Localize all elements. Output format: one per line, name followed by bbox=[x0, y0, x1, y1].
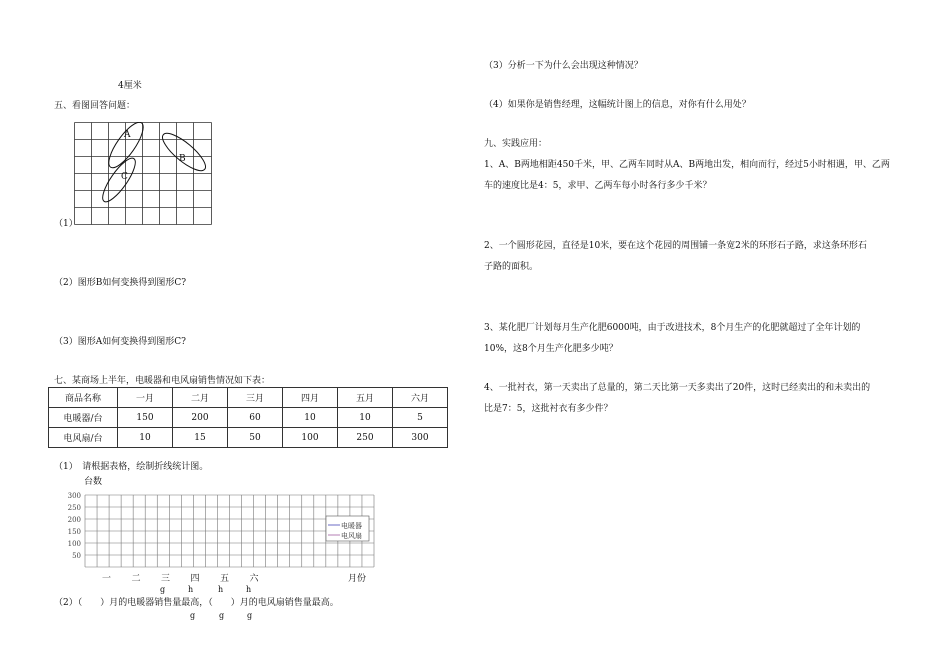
table-cell: 电暖器/台 bbox=[49, 408, 118, 428]
table-header-cell: 商品名称 bbox=[49, 388, 118, 408]
problem4-line1: 4、一批衬衣，第一天卖出了总量的，第二天比第一天多卖出了20件，这时已经卖出的和未卖出的 bbox=[484, 383, 871, 393]
table-cell: 10 bbox=[118, 428, 173, 448]
transformation-grid bbox=[74, 122, 212, 226]
stray-mark: h bbox=[246, 585, 252, 594]
problem3-line2: 10%，这8个月生产化肥多少吨？ bbox=[484, 344, 618, 354]
section7-title: 七、某商场上半年，电暖器和电风扇销售情况如下表： bbox=[54, 376, 271, 386]
sales-table bbox=[48, 387, 448, 448]
y-tick-label: 50 bbox=[72, 552, 81, 560]
y-tick-label: 200 bbox=[67, 516, 81, 524]
shape-c bbox=[98, 154, 141, 206]
table-header-row bbox=[49, 388, 448, 408]
shape-label-a: A bbox=[124, 130, 131, 140]
x-tick-label: 一 bbox=[102, 574, 112, 584]
table-header-cell: 四月 bbox=[283, 388, 338, 408]
y-tick-label: 300 bbox=[67, 492, 81, 500]
section5-q2: （2）图形B如何变换得到图形C? bbox=[54, 278, 187, 288]
shape-label-b: B bbox=[179, 154, 186, 164]
table-cell: 200 bbox=[173, 408, 228, 428]
stray-mark: g bbox=[190, 611, 196, 620]
problem3-line1: 3、某化肥厂计划每月生产化肥6000吨，由于改进技术，8个月生产的化肥就超过了全年计划的 bbox=[484, 323, 861, 333]
section9-title: 九、实践应用： bbox=[484, 139, 548, 149]
section7-q2: （2）（ ）月的电暖器销售量最高，（ ）月的电风扇销售量最高。 bbox=[54, 598, 339, 608]
shape-b bbox=[158, 128, 211, 176]
table-header-cell: 一月 bbox=[118, 388, 173, 408]
table-row bbox=[49, 428, 448, 448]
problem2-line2: 子路的面积。 bbox=[484, 262, 539, 272]
section5-title: 五、看图回答问题： bbox=[54, 101, 136, 111]
stray-mark: h bbox=[188, 585, 194, 594]
y-axis-label: 台数 bbox=[84, 477, 103, 487]
shape-label-c: C bbox=[121, 172, 128, 182]
x-tick-label: 三 bbox=[161, 574, 171, 584]
table-cell: 300 bbox=[393, 428, 448, 448]
table-cell: 10 bbox=[338, 408, 393, 428]
problem2-line1: 2、一个圆形花园，直径是10米，要在这个花园的周围铺一条宽2米的环形石子路，求这条环形石 bbox=[484, 241, 867, 251]
table-header-cell: 五月 bbox=[338, 388, 393, 408]
section8-q4: （4）如果你是销售经理，这幅统计图上的信息，对你有什么用处？ bbox=[484, 100, 751, 110]
problem1-line1: 1、A、B两地相距450千米，甲、乙两车同时从A、B两地出发，相向而行，经过5小时相遇，甲、乙两 bbox=[484, 160, 890, 170]
table-cell: 100 bbox=[283, 428, 338, 448]
stray-mark: g bbox=[247, 611, 253, 620]
legend-label: 电风扇 bbox=[341, 532, 362, 540]
section7-q1: （1） 请根据表格，绘制折线统计图。 bbox=[54, 462, 209, 472]
table-row bbox=[49, 408, 448, 428]
x-axis-label: 月份 bbox=[348, 574, 367, 584]
y-tick-label: 150 bbox=[67, 528, 81, 536]
table-cell: 250 bbox=[338, 428, 393, 448]
table-cell: 150 bbox=[118, 408, 173, 428]
section8-q3: （3）分析一下为什么会出现这种情况？ bbox=[484, 61, 643, 71]
table-cell: 60 bbox=[228, 408, 283, 428]
table-header-cell: 六月 bbox=[393, 388, 448, 408]
table-cell: 10 bbox=[283, 408, 338, 428]
section5-q1: （1） bbox=[54, 219, 78, 229]
problem1-line2: 车的速度比是4：5，求甲、乙两车每小时各行多少千米？ bbox=[484, 181, 712, 191]
table-cell: 15 bbox=[173, 428, 228, 448]
table-header-cell: 三月 bbox=[228, 388, 283, 408]
unit-label: 4厘米 bbox=[118, 81, 142, 91]
table-cell: 电风扇/台 bbox=[49, 428, 118, 448]
problem4-line2: 比是7：5，这批衬衣有多少件？ bbox=[484, 404, 613, 414]
x-tick-label: 四 bbox=[190, 574, 200, 584]
line-chart bbox=[40, 472, 385, 597]
y-tick-label: 250 bbox=[67, 504, 81, 512]
table-cell: 50 bbox=[228, 428, 283, 448]
x-tick-label: 五 bbox=[220, 574, 230, 584]
x-tick-label: 六 bbox=[249, 574, 259, 584]
stray-mark: h bbox=[218, 585, 224, 594]
stray-mark: g bbox=[219, 611, 225, 620]
section5-q3: （3）图形A如何变换得到图形C? bbox=[54, 337, 186, 347]
stray-mark: g bbox=[160, 585, 166, 594]
x-tick-label: 二 bbox=[131, 574, 141, 584]
y-tick-label: 100 bbox=[67, 540, 81, 548]
table-cell: 5 bbox=[393, 408, 448, 428]
legend-label: 电暖器 bbox=[341, 522, 362, 530]
table-header-cell: 二月 bbox=[173, 388, 228, 408]
